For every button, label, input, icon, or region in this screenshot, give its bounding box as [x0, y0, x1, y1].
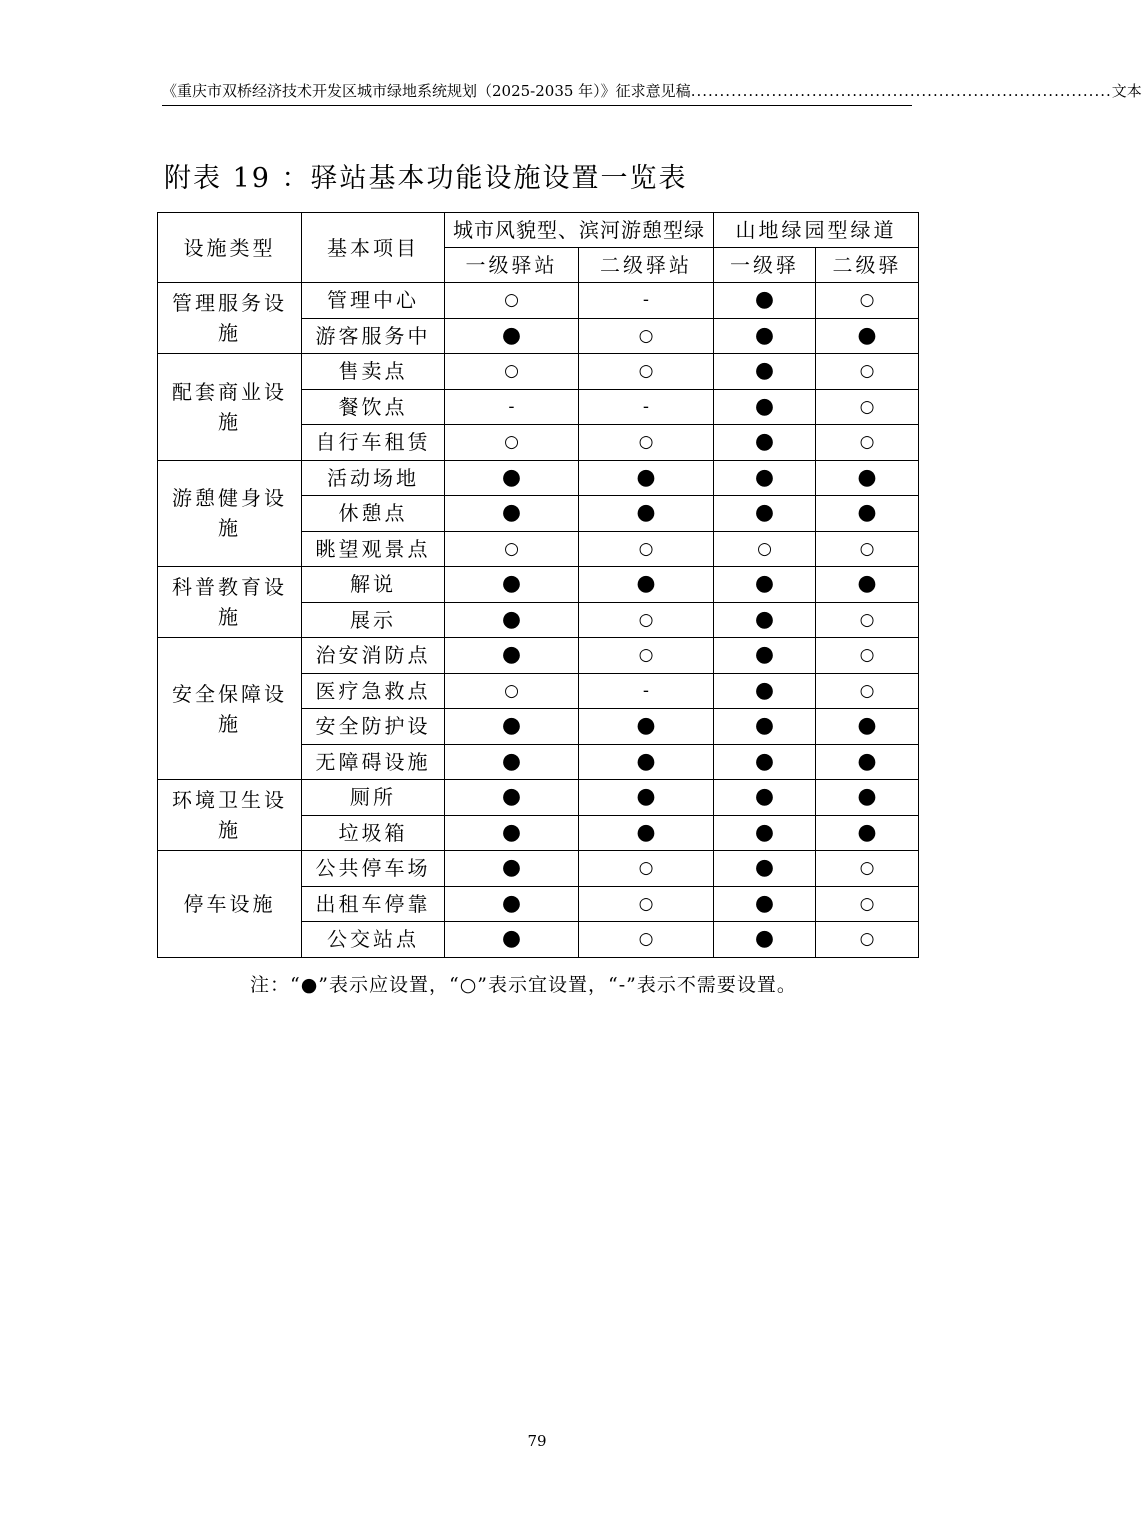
mark-cell: ●	[714, 815, 816, 851]
mark-cell: ○	[816, 283, 919, 319]
mark-cell: ●	[714, 567, 816, 603]
mark-cell: ○	[579, 318, 714, 354]
mark-cell: ●	[714, 496, 816, 532]
mark-cell: ●	[714, 389, 816, 425]
mark-cell: ○	[579, 851, 714, 887]
mark-cell: ●	[816, 318, 919, 354]
mark-cell: ○	[816, 425, 919, 461]
document-title: 《重庆市双桥经济技术开发区城市绿地系统规划（2025-2035 年）》征求意见稿	[162, 82, 691, 100]
mark-cell: ●	[816, 815, 919, 851]
item-cell: 治安消防点	[302, 638, 445, 674]
item-cell: 餐饮点	[302, 389, 445, 425]
table-row	[158, 851, 919, 887]
mark-cell: ●	[714, 602, 816, 638]
mark-cell: ●	[579, 567, 714, 603]
mark-cell: ●	[445, 709, 579, 745]
mark-cell: ●	[579, 780, 714, 816]
mark-cell: ○	[579, 602, 714, 638]
page-number: 79	[527, 1432, 547, 1450]
table-row	[158, 460, 919, 496]
item-cell: 眺望观景点	[302, 531, 445, 567]
header-group-urban: 城市风貌型、滨河游憩型绿	[445, 213, 714, 248]
mark-cell: ○	[816, 389, 919, 425]
facility-table	[157, 212, 919, 958]
item-cell: 厕所	[302, 780, 445, 816]
table-row	[158, 567, 919, 603]
mark-cell: ●	[714, 283, 816, 319]
mark-cell: ●	[714, 886, 816, 922]
mark-cell: ●	[445, 602, 579, 638]
header-mountain-level1: 一级驿	[714, 248, 816, 283]
mark-cell: -	[445, 389, 579, 425]
mark-cell: ●	[445, 780, 579, 816]
mark-cell: ○	[816, 602, 919, 638]
item-cell: 出租车停靠	[302, 886, 445, 922]
running-header	[162, 80, 1142, 101]
item-cell: 公共停车场	[302, 851, 445, 887]
mark-cell: -	[579, 389, 714, 425]
item-cell: 休憩点	[302, 496, 445, 532]
mark-cell: ●	[445, 496, 579, 532]
dot-leader: .........................................................................	[690, 81, 1112, 100]
mark-cell: ●	[714, 709, 816, 745]
mark-cell: ●	[445, 318, 579, 354]
mark-cell: ●	[445, 567, 579, 603]
item-cell: 售卖点	[302, 354, 445, 390]
mark-cell: ●	[714, 460, 816, 496]
header-urban-level2: 二级驿站	[579, 248, 714, 283]
category-cell: 停车设施	[158, 851, 302, 958]
mark-cell: ○	[816, 673, 919, 709]
table-row	[158, 283, 919, 319]
item-cell: 公交站点	[302, 922, 445, 958]
table-row	[158, 780, 919, 816]
mark-cell: ●	[579, 815, 714, 851]
mark-cell: ●	[714, 354, 816, 390]
mark-cell: ○	[445, 531, 579, 567]
mark-cell: -	[579, 673, 714, 709]
mark-cell: ●	[816, 460, 919, 496]
table-row	[158, 638, 919, 674]
mark-cell: ●	[445, 815, 579, 851]
mark-cell: ○	[816, 531, 919, 567]
mark-cell: ●	[714, 780, 816, 816]
mark-cell: ●	[816, 780, 919, 816]
mark-cell: ●	[445, 886, 579, 922]
mark-cell: -	[579, 283, 714, 319]
item-cell: 自行车租赁	[302, 425, 445, 461]
mark-cell: ●	[816, 567, 919, 603]
table-title: 附表 19 ：驿站基本功能设施设置一览表	[164, 163, 688, 194]
mark-cell: ●	[445, 922, 579, 958]
mark-cell: ●	[714, 425, 816, 461]
category-cell: 管理服务设施	[158, 283, 302, 354]
mark-cell: ○	[445, 673, 579, 709]
header-rule	[162, 105, 912, 106]
header-basic-item: 基本项目	[302, 213, 445, 283]
mark-cell: ○	[816, 922, 919, 958]
mark-cell: ●	[714, 851, 816, 887]
item-cell: 管理中心	[302, 283, 445, 319]
mark-cell: ●	[445, 638, 579, 674]
mark-cell: ●	[816, 709, 919, 745]
mark-cell: ●	[816, 496, 919, 532]
category-cell: 科普教育设施	[158, 567, 302, 638]
mark-cell: ○	[579, 425, 714, 461]
mark-cell: ○	[579, 922, 714, 958]
header-mountain-level2: 二级驿	[816, 248, 919, 283]
mark-cell: ○	[816, 851, 919, 887]
mark-cell: ●	[714, 673, 816, 709]
mark-cell: ○	[445, 283, 579, 319]
mark-cell: ○	[816, 638, 919, 674]
item-cell: 垃圾箱	[302, 815, 445, 851]
item-cell: 展示	[302, 602, 445, 638]
mark-cell: ○	[816, 886, 919, 922]
mark-cell: ●	[445, 851, 579, 887]
section-label: 文本	[1111, 82, 1142, 100]
mark-cell: ●	[579, 496, 714, 532]
category-cell: 环境卫生设施	[158, 780, 302, 851]
item-cell: 活动场地	[302, 460, 445, 496]
header-group-mountain: 山地绿园型绿道	[714, 213, 919, 248]
mark-cell: ●	[714, 318, 816, 354]
item-cell: 医疗急救点	[302, 673, 445, 709]
header-facility-type: 设施类型	[158, 213, 302, 283]
mark-cell: ○	[714, 531, 816, 567]
mark-cell: ●	[579, 460, 714, 496]
mark-cell: ○	[579, 354, 714, 390]
mark-cell: ●	[714, 922, 816, 958]
mark-cell: ●	[714, 638, 816, 674]
mark-cell: ○	[445, 354, 579, 390]
category-cell: 游憩健身设施	[158, 460, 302, 567]
mark-cell: ●	[445, 460, 579, 496]
mark-cell: ●	[579, 709, 714, 745]
mark-cell: ○	[579, 638, 714, 674]
header-urban-level1: 一级驿站	[445, 248, 579, 283]
table-note: 注：“●”表示应设置，“○”表示宜设置，“-”表示不需要设置。	[250, 974, 797, 996]
mark-cell: ○	[816, 354, 919, 390]
table-row	[158, 354, 919, 390]
mark-cell: ●	[579, 744, 714, 780]
mark-cell: ●	[714, 744, 816, 780]
mark-cell: ●	[816, 744, 919, 780]
item-cell: 安全防护设	[302, 709, 445, 745]
item-cell: 解说	[302, 567, 445, 603]
mark-cell: ○	[579, 886, 714, 922]
item-cell: 游客服务中	[302, 318, 445, 354]
mark-cell: ○	[445, 425, 579, 461]
category-cell: 配套商业设施	[158, 354, 302, 461]
mark-cell: ○	[579, 531, 714, 567]
category-cell: 安全保障设施	[158, 638, 302, 780]
item-cell: 无障碍设施	[302, 744, 445, 780]
mark-cell: ●	[445, 744, 579, 780]
